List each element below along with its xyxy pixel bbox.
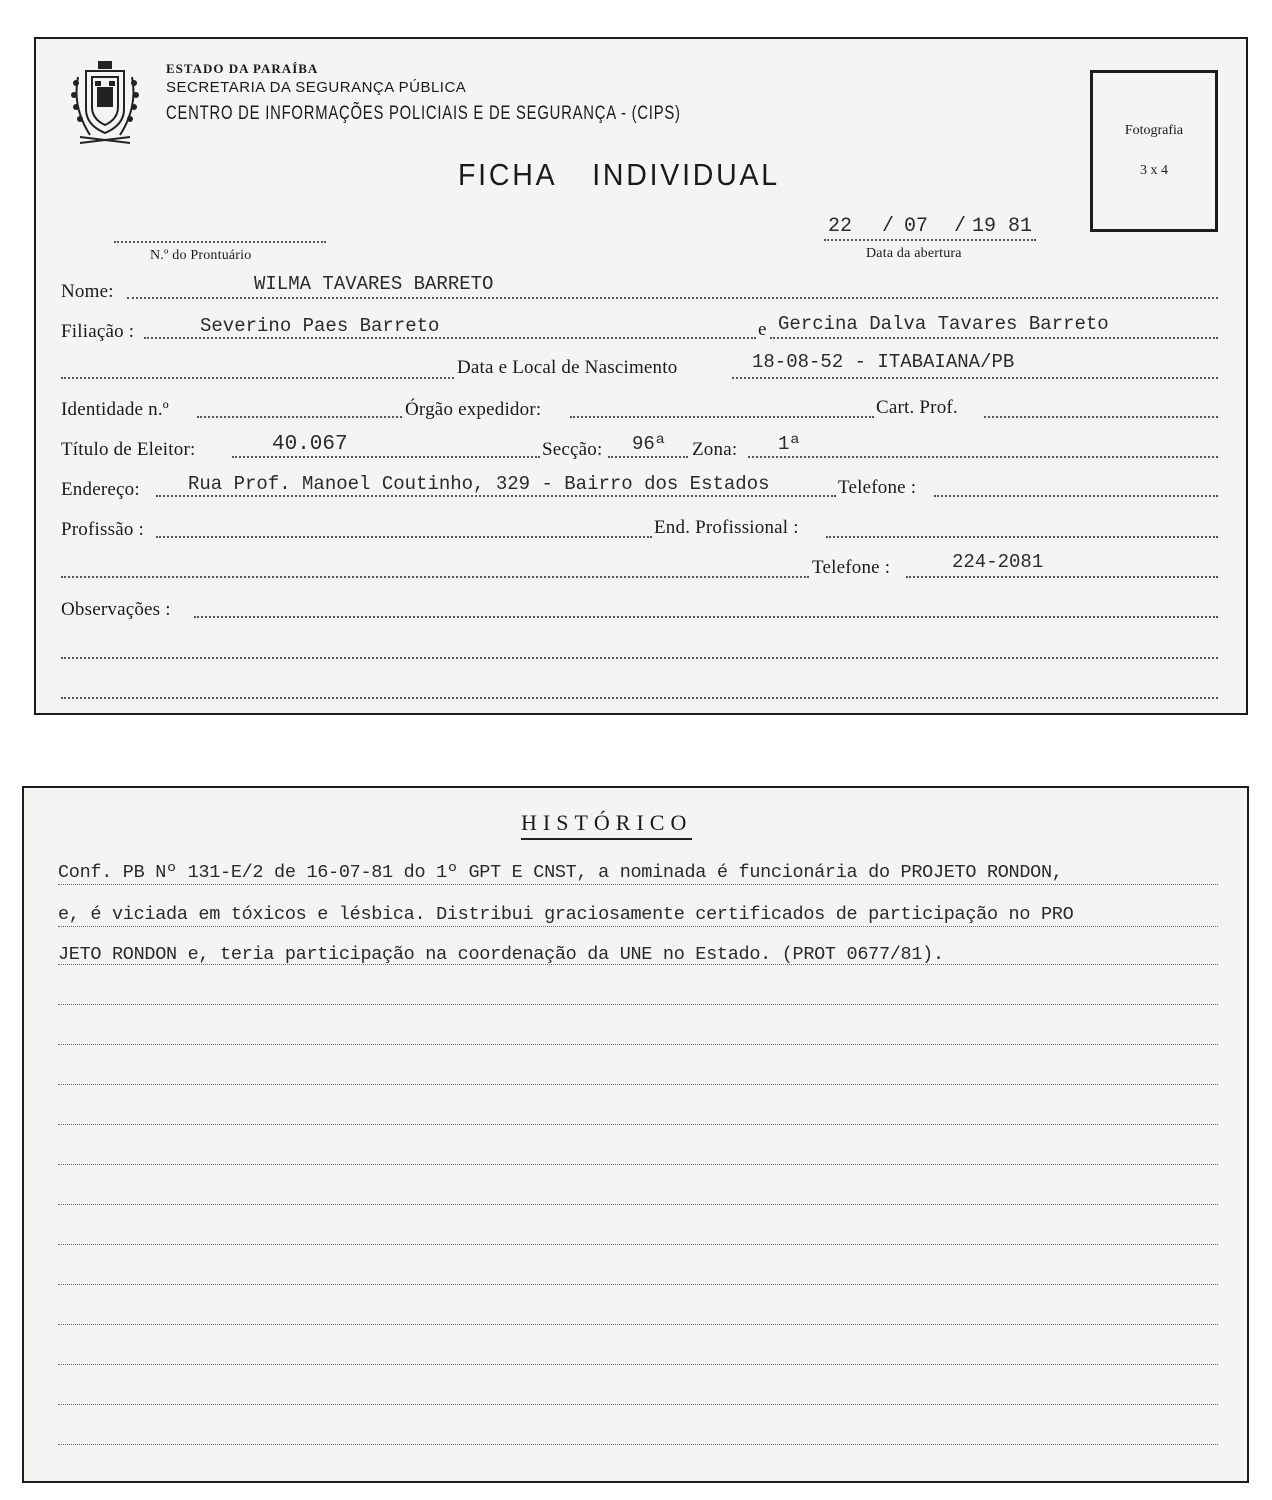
historico-line — [58, 1004, 1218, 1005]
e-label: e — [758, 319, 767, 340]
date-line — [824, 239, 1036, 241]
pai-value: Severino Paes Barreto — [200, 315, 440, 337]
page-title: FICHA INDIVIDUAL — [458, 157, 780, 192]
orgao-line — [570, 416, 874, 418]
zona-label: Zona: — [692, 439, 738, 460]
date-label: Data da abertura — [866, 246, 962, 261]
telefone-label: Telefone : — [838, 477, 917, 498]
identidade-line — [197, 416, 402, 418]
seccao-value: 96ª — [632, 433, 667, 455]
seccao-line — [608, 456, 688, 458]
date-sep-1: / — [882, 215, 895, 238]
header-center: CENTRO DE INFORMAÇÕES POLICIAIS E DE SEGURANÇA - (CIPS) — [166, 103, 681, 124]
telefone2-line — [906, 576, 1218, 578]
historico-line — [58, 1404, 1218, 1405]
historico-line — [58, 1084, 1218, 1085]
observacoes-line-3 — [61, 697, 1218, 699]
end-profissional-line — [826, 536, 1218, 538]
nome-line — [127, 297, 1218, 299]
photo-size: 3 x 4 — [1140, 163, 1168, 178]
date-day: 22 — [828, 215, 853, 238]
end-profissional-label: End. Profissional : — [654, 517, 799, 538]
photo-label: Fotografia — [1124, 123, 1184, 138]
date-month: 07 — [904, 215, 929, 238]
endereco-line — [156, 495, 836, 497]
nascimento-label: Data e Local de Nascimento — [457, 357, 678, 378]
observacoes-label: Observações : — [61, 599, 171, 620]
cart-prof-line — [984, 416, 1218, 418]
endereco-label: Endereço: — [61, 479, 140, 500]
seccao-label: Secção: — [542, 439, 603, 460]
historico-text-line-2: e, é viciada em tóxicos e lésbica. Distribui graciosamente certificados de participação no PRO — [58, 904, 1074, 925]
orgao-label: Órgão expedidor: — [405, 399, 542, 420]
telefone2-pre-line — [61, 576, 809, 578]
historico-line — [58, 1244, 1218, 1245]
telefone2-label: Telefone : — [812, 557, 891, 578]
historico-line — [58, 884, 1218, 885]
date-year: 19 81 — [972, 215, 1033, 238]
historico-line — [58, 1124, 1218, 1125]
historico-text-line-1: Conf. PB Nº 131-E/2 de 16-07-81 do 1º GPT E CNST, a nominada é funcionária do PROJETO RONDON, — [58, 862, 1063, 883]
historico-line — [58, 1164, 1218, 1165]
coat-of-arms-icon — [68, 57, 142, 145]
historico-card — [22, 786, 1249, 1483]
header-secretariat: SECRETARIA DA SEGURANÇA PÚBLICA — [166, 79, 467, 96]
mae-value: Gercina Dalva Tavares Barreto — [778, 313, 1109, 335]
nome-label: Nome: — [61, 281, 114, 302]
telefone2-value: 224-2081 — [952, 551, 1044, 573]
endereco-value: Rua Prof. Manoel Coutinho, 329 - Bairro dos Estados — [188, 473, 770, 495]
observacoes-line-1 — [194, 616, 1218, 618]
titulo-value: 40.067 — [272, 433, 348, 456]
filiacao-label: Filiação : — [61, 321, 135, 342]
telefone-line — [934, 495, 1218, 497]
nascimento-line — [732, 377, 1218, 379]
cart-prof-label: Cart. Prof. — [876, 397, 958, 418]
header-state: ESTADO DA PARAÍBA — [166, 61, 319, 76]
nascimento-value: 18-08-52 - ITABAIANA/PB — [752, 351, 1015, 373]
pai-line — [144, 337, 756, 339]
historico-line — [58, 1364, 1218, 1365]
zona-value: 1ª — [778, 433, 801, 455]
historico-title: HISTÓRICO — [521, 810, 692, 840]
observacoes-line-2 — [61, 657, 1218, 659]
nascimento-pre-line — [61, 377, 454, 379]
profissao-label: Profissão : — [61, 519, 144, 540]
photo-box — [1090, 70, 1218, 232]
titulo-line — [232, 456, 540, 458]
titulo-label: Título de Eleitor: — [61, 439, 196, 460]
historico-line — [58, 1284, 1218, 1285]
ficha-individual-card — [34, 37, 1248, 715]
profissao-line — [156, 536, 652, 538]
historico-line — [58, 1204, 1218, 1205]
historico-line — [58, 1324, 1218, 1325]
historico-line — [58, 926, 1218, 927]
identidade-label: Identidade n.º — [61, 399, 169, 420]
nome-value: WILMA TAVARES BARRETO — [254, 273, 494, 295]
historico-line — [58, 1044, 1218, 1045]
historico-text-line-3: JETO RONDON e, teria participação na coordenação da UNE no Estado. (PROT 0677/81). — [58, 944, 944, 965]
historico-line — [58, 1444, 1218, 1445]
date-sep-2: / — [954, 215, 967, 238]
prontuario-label: N.º do Prontuário — [150, 248, 252, 263]
zona-line — [748, 456, 1218, 458]
prontuario-line — [114, 241, 326, 243]
historico-line — [58, 964, 1218, 965]
mae-line — [770, 337, 1218, 339]
